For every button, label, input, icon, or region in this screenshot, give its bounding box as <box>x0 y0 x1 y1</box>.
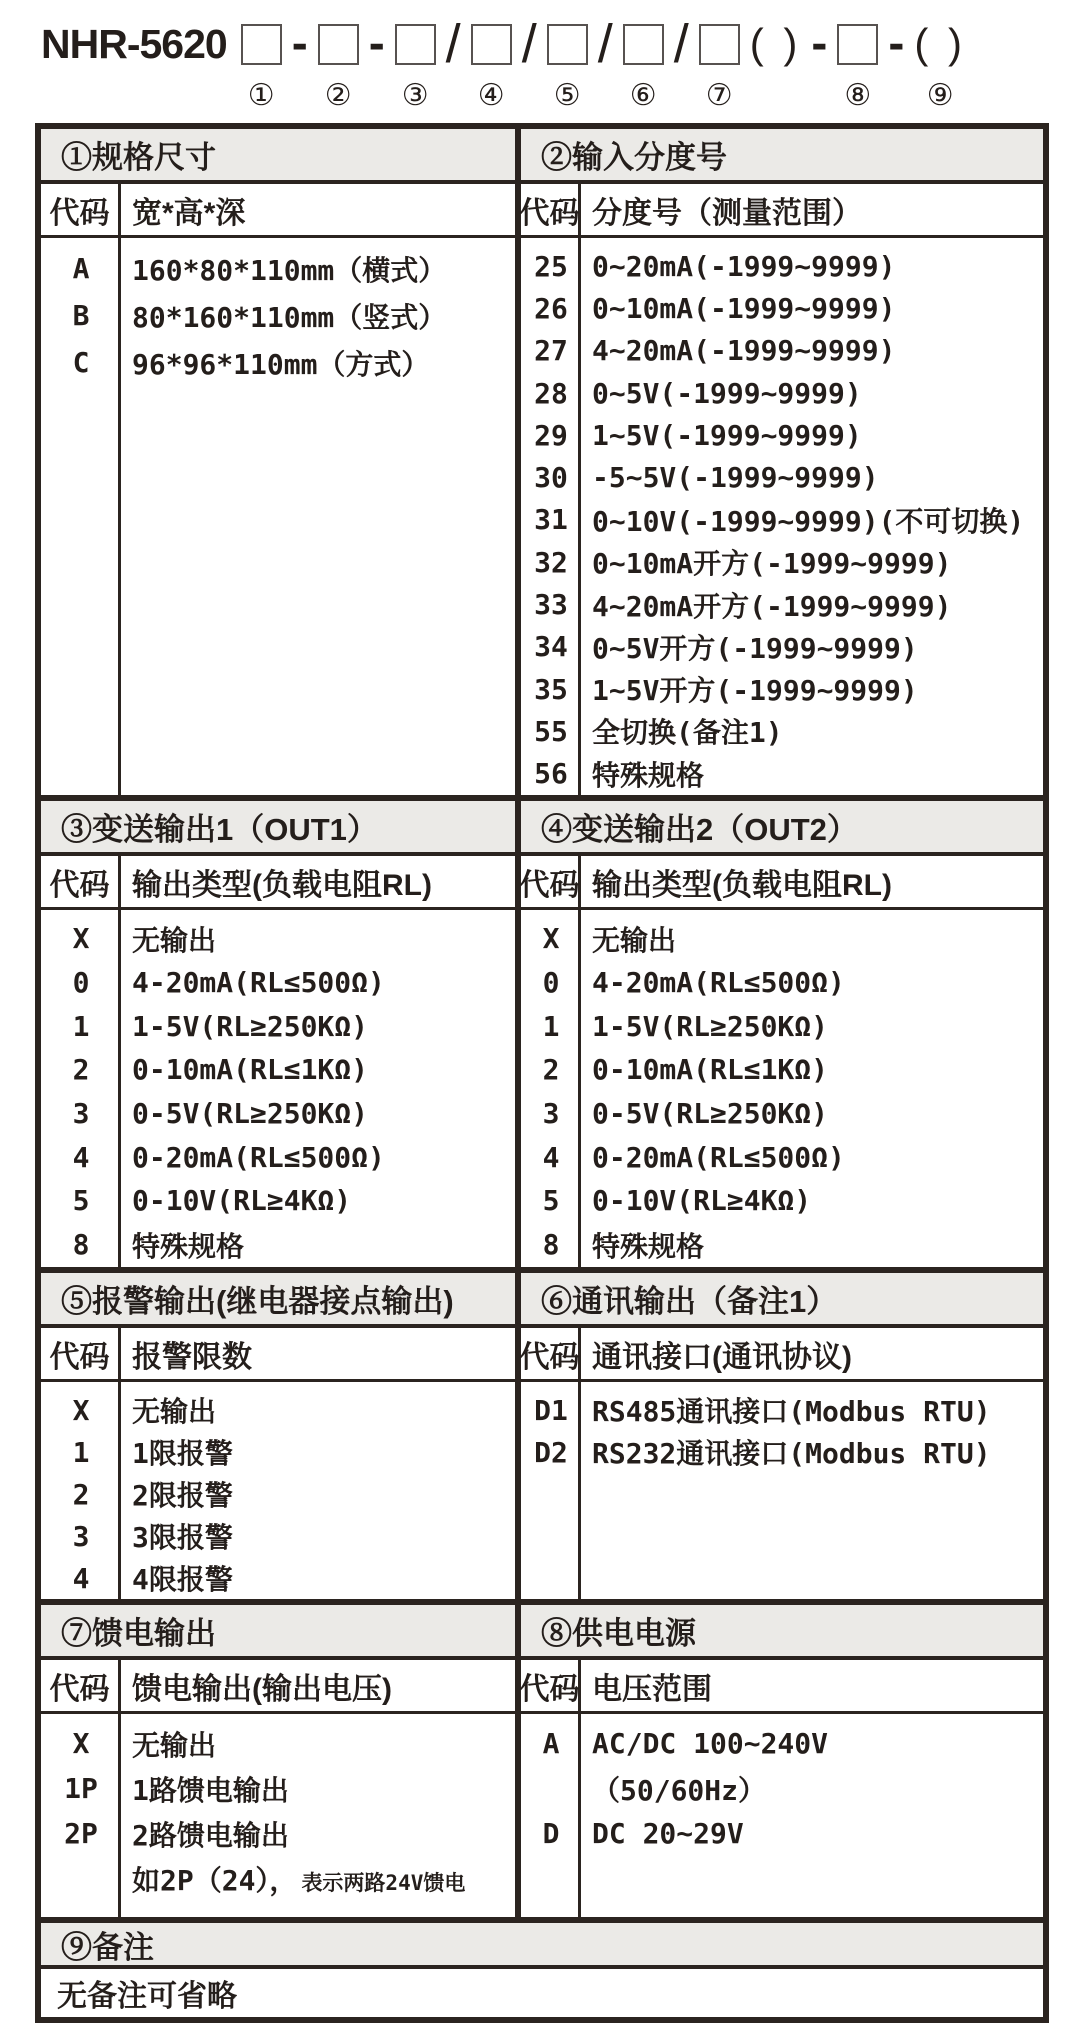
slash-separator: / <box>673 14 689 74</box>
table-row <box>521 753 1043 795</box>
row-desc: 0~10mA(-1999~9999) <box>592 291 896 325</box>
table-row <box>521 1135 1043 1179</box>
col-header-code: 代码 <box>521 856 581 907</box>
row-desc: 如2P（24）， 表示两路24V馈电 <box>132 1863 466 1897</box>
col-header-code: 代码 <box>41 1660 121 1711</box>
row-code: A <box>542 1727 560 1760</box>
table-row <box>521 1048 1043 1092</box>
col-header-code: 代码 <box>521 1660 581 1711</box>
section-4-header: ④变送输出2（OUT2） <box>521 801 1043 856</box>
row-code: C <box>72 346 90 379</box>
row-code: 32 <box>534 545 568 579</box>
row-code: 1 <box>542 1009 560 1043</box>
position-label: ⑦ <box>705 78 733 113</box>
row-code: 29 <box>534 418 568 452</box>
row-code: 1 <box>72 1009 90 1043</box>
table-row <box>41 1557 515 1599</box>
section-5-rows <box>41 1382 515 1599</box>
table-row <box>41 961 515 1005</box>
row-code: 25 <box>534 249 568 283</box>
table-row <box>521 668 1043 710</box>
section-8 <box>521 1605 1043 1917</box>
row-desc: 1限报警 <box>132 1437 233 1470</box>
row-desc: 4-20mA(RL≤500Ω) <box>592 966 845 1000</box>
segment-glyph <box>521 14 537 74</box>
column-headers <box>41 184 515 238</box>
segment-glyph <box>673 14 689 74</box>
section-2 <box>521 129 1043 795</box>
separator-segment <box>369 18 385 113</box>
row-code: 8 <box>72 1228 90 1262</box>
segment-glyph <box>318 18 359 70</box>
section-8-rows <box>521 1714 1043 1917</box>
table-row <box>521 414 1043 456</box>
row-code: 56 <box>534 757 568 791</box>
column-headers <box>521 1328 1043 1382</box>
code-segment <box>623 18 664 113</box>
table-row <box>521 1223 1043 1267</box>
table-row <box>41 1515 515 1557</box>
row-desc: 0~20mA(-1999~9999) <box>592 249 896 283</box>
section-2-header: ②输入分度号 <box>521 129 1043 184</box>
row-desc: 0~10mA开方(-1999~9999) <box>592 547 952 581</box>
row-desc: 0-20mA(RL≤500Ω) <box>132 1140 385 1174</box>
table-row <box>521 1179 1043 1223</box>
row-code: 30 <box>534 461 568 495</box>
section-band <box>41 1917 1043 2017</box>
table-row <box>41 1092 515 1136</box>
row-desc: 1~5V开方(-1999~9999) <box>592 674 918 708</box>
code-box <box>241 24 282 65</box>
table-row <box>521 1389 1043 1431</box>
separator-segment <box>888 18 904 113</box>
row-desc: 无输出 <box>132 1395 217 1428</box>
segment-glyph <box>914 18 966 70</box>
dash-separator: - <box>368 17 385 70</box>
separator-segment <box>521 14 537 113</box>
col-header-code: 代码 <box>521 184 581 235</box>
segment-glyph <box>471 18 512 70</box>
section-1-header: ①规格尺寸 <box>41 129 515 184</box>
row-code: 0 <box>542 966 560 1000</box>
row-code: 5 <box>542 1184 560 1218</box>
row-code: X <box>72 1727 90 1760</box>
row-code: 3 <box>72 1097 90 1131</box>
col-header-desc: 报警限数 <box>132 1340 252 1374</box>
table-row <box>41 1389 515 1431</box>
position-label: ④ <box>477 78 505 113</box>
table-row <box>41 917 515 961</box>
section-1 <box>41 129 521 795</box>
segment-glyph <box>445 14 461 74</box>
col-header-desc: 输出类型(负载电阻RL) <box>592 868 892 902</box>
table-row <box>521 1811 1043 1856</box>
table-row <box>521 710 1043 752</box>
row-code: 33 <box>534 588 568 622</box>
row-code: 3 <box>542 1097 560 1131</box>
separator-segment <box>914 18 966 113</box>
table-row <box>41 1473 515 1515</box>
row-desc: 80*160*110mm（竖式） <box>132 300 447 334</box>
table-row <box>41 245 515 292</box>
row-code: 3 <box>72 1519 90 1553</box>
row-code: 2 <box>72 1477 90 1511</box>
code-box <box>699 24 740 65</box>
code-segment <box>318 18 359 113</box>
code-box <box>623 24 664 65</box>
col-header-desc: 分度号（测量范围） <box>592 196 862 230</box>
separator-segment <box>292 18 308 113</box>
section-7-rows <box>41 1714 515 1917</box>
table-row <box>521 499 1043 541</box>
row-code: 2 <box>72 1053 90 1087</box>
segment-glyph <box>837 18 878 70</box>
row-desc: 无输出 <box>132 923 217 957</box>
row-desc: 1~5V(-1999~9999) <box>592 418 862 452</box>
table-row <box>521 372 1043 414</box>
row-code: 26 <box>534 291 568 325</box>
paren-group: ( ) <box>749 20 802 67</box>
model-number: NHR-5620 <box>41 20 227 67</box>
table-row <box>521 541 1043 583</box>
row-code: D <box>542 1817 560 1850</box>
section-band <box>41 1267 1043 1599</box>
row-desc: 0-10V(RL≥4KΩ) <box>132 1184 352 1218</box>
segment-glyph <box>292 18 308 70</box>
row-code: 8 <box>542 1228 560 1262</box>
segment-glyph <box>395 18 436 70</box>
section-6 <box>521 1273 1043 1599</box>
row-code: 0 <box>72 966 90 1000</box>
row-desc: 0-20mA(RL≤500Ω) <box>592 1140 845 1174</box>
segment-glyph <box>750 18 802 70</box>
row-code: 2P <box>64 1817 98 1850</box>
code-segment <box>699 18 740 113</box>
table-row <box>521 583 1043 625</box>
model-number-item <box>41 18 231 113</box>
table-row <box>41 292 515 339</box>
row-code: 1P <box>64 1772 98 1805</box>
position-label: ③ <box>401 78 429 113</box>
separator-segment <box>673 14 689 113</box>
row-desc: 2路馈电输出 <box>132 1818 289 1852</box>
row-desc: 0-5V(RL≥250KΩ) <box>132 1097 369 1131</box>
col-header-code: 代码 <box>41 184 121 235</box>
separator-segment <box>750 18 802 113</box>
row-desc: DC 20~29V <box>592 1817 744 1850</box>
dash-separator: - <box>811 17 828 70</box>
row-desc: 特殊规格 <box>132 1229 245 1263</box>
code-segment <box>395 18 436 113</box>
column-headers <box>41 856 515 910</box>
row-desc: AC/DC 100~240V <box>592 1727 829 1760</box>
column-headers <box>521 184 1043 238</box>
segment-glyph <box>597 14 613 74</box>
col-header-code: 代码 <box>521 1328 581 1379</box>
section-9-note: 无备注可省略 <box>57 1979 237 2014</box>
section-5 <box>41 1273 521 1599</box>
table-row <box>41 1135 515 1179</box>
section-3-header: ③变送输出1（OUT1） <box>41 801 515 856</box>
section-7-header: ⑦馈电输出 <box>41 1605 515 1660</box>
col-header-desc: 馈电输出(输出电压) <box>132 1672 392 1706</box>
table-row <box>521 456 1043 498</box>
section-8-header: ⑧供电电源 <box>521 1605 1043 1660</box>
position-label: ② <box>324 78 352 113</box>
row-code: 4 <box>72 1561 90 1595</box>
dash-separator: - <box>291 17 308 70</box>
row-desc: 0-10mA(RL≤1KΩ) <box>132 1053 369 1087</box>
row-desc: 4~20mA开方(-1999~9999) <box>592 589 952 623</box>
column-headers <box>41 1660 515 1714</box>
row-code: X <box>542 922 560 956</box>
position-label: ⑨ <box>926 78 954 113</box>
section-7 <box>41 1605 521 1917</box>
row-desc: 0-10V(RL≥4KΩ) <box>592 1184 812 1218</box>
separator-segment <box>445 14 461 113</box>
table-row <box>41 1223 515 1267</box>
segment-glyph <box>547 18 588 70</box>
table-row <box>521 1004 1043 1048</box>
row-code: 28 <box>534 376 568 410</box>
row-code: D2 <box>534 1435 568 1469</box>
row-desc: 160*80*110mm（横式） <box>132 253 447 287</box>
code-segment <box>241 18 282 113</box>
row-code: 55 <box>534 714 568 748</box>
row-desc: 96*96*110mm（方式） <box>132 347 430 381</box>
row-desc: 无输出 <box>592 923 677 957</box>
row-desc: 4-20mA(RL≤500Ω) <box>132 966 385 1000</box>
segment-glyph <box>369 18 385 70</box>
row-desc: 无输出 <box>132 1728 217 1762</box>
row-desc: 0-10mA(RL≤1KΩ) <box>592 1053 829 1087</box>
section-band <box>41 129 1043 795</box>
table-row <box>41 1856 515 1901</box>
col-header-code: 代码 <box>41 856 121 907</box>
table-row <box>41 1766 515 1811</box>
section-9-header: ⑨备注 <box>41 1923 1043 1969</box>
table-row <box>521 626 1043 668</box>
row-desc: 0~10V(-1999~9999)(不可切换) <box>592 504 1025 538</box>
separator-segment <box>597 14 613 113</box>
table-row <box>41 1811 515 1856</box>
segment-glyph <box>699 18 740 70</box>
section-4-rows <box>521 910 1043 1267</box>
section-6-header: ⑥通讯输出（备注1） <box>521 1273 1043 1328</box>
table-row <box>41 339 515 386</box>
ordering-code-table <box>35 123 1049 2023</box>
code-segment <box>471 18 512 113</box>
row-desc: 特殊规格 <box>592 1229 705 1263</box>
code-segment <box>837 18 878 113</box>
table-row <box>41 1431 515 1473</box>
segment-glyph <box>811 18 827 70</box>
table-row <box>521 245 1043 287</box>
table-row <box>521 330 1043 372</box>
row-code: X <box>72 922 90 956</box>
row-code: 4 <box>542 1140 560 1174</box>
col-header-desc: 电压范围 <box>592 1672 712 1706</box>
position-label: ① <box>247 78 275 113</box>
row-code: X <box>72 1393 90 1427</box>
row-desc: 全切换(备注1) <box>592 716 783 750</box>
row-desc: 0-5V(RL≥250KΩ) <box>592 1097 829 1131</box>
separator-segment <box>811 18 827 113</box>
table-row <box>521 1721 1043 1766</box>
position-label: ⑧ <box>844 78 872 113</box>
table-row <box>521 1766 1043 1811</box>
slash-separator: / <box>445 14 461 74</box>
section-1-rows <box>41 238 515 795</box>
col-header-code: 代码 <box>41 1328 121 1379</box>
table-row <box>41 1179 515 1223</box>
position-label: ⑥ <box>629 78 657 113</box>
row-code: 4 <box>72 1140 90 1174</box>
model-code-formula <box>36 14 971 113</box>
row-code: 1 <box>72 1435 90 1469</box>
segment-glyph <box>241 18 282 70</box>
code-box <box>395 24 436 65</box>
table-row <box>521 1092 1043 1136</box>
code-box <box>318 24 359 65</box>
section-2-rows <box>521 238 1043 795</box>
row-desc: 1-5V(RL≥250KΩ) <box>592 1009 829 1043</box>
table-row <box>521 1431 1043 1473</box>
row-desc: 0~5V(-1999~9999) <box>592 376 862 410</box>
section-band <box>41 795 1043 1267</box>
row-code: 34 <box>534 630 568 664</box>
table-row <box>521 961 1043 1005</box>
section-4 <box>521 801 1043 1267</box>
col-header-desc: 通讯接口(通讯协议) <box>592 1340 852 1374</box>
row-desc: 4~20mA(-1999~9999) <box>592 334 896 368</box>
row-note: 表示两路24V馈电 <box>301 1870 466 1895</box>
row-desc: 4限报警 <box>132 1563 233 1596</box>
row-code: A <box>72 252 90 285</box>
column-headers <box>521 1660 1043 1714</box>
row-code: D1 <box>534 1393 568 1427</box>
section-3 <box>41 801 521 1267</box>
row-desc: RS232通讯接口(Modbus RTU) <box>592 1437 991 1470</box>
table-row <box>521 917 1043 961</box>
row-code: 27 <box>534 334 568 368</box>
table-row <box>521 287 1043 329</box>
row-desc: 1路馈电输出 <box>132 1773 289 1807</box>
code-box <box>547 24 588 65</box>
slash-separator: / <box>597 14 613 74</box>
row-desc: 1-5V(RL≥250KΩ) <box>132 1009 369 1043</box>
position-label: ⑤ <box>553 78 581 113</box>
table-row <box>41 1004 515 1048</box>
row-desc: -5~5V(-1999~9999) <box>592 461 879 495</box>
code-segment <box>547 18 588 113</box>
row-code: 35 <box>534 672 568 706</box>
row-desc: 0~5V开方(-1999~9999) <box>592 631 918 665</box>
table-row <box>41 1721 515 1766</box>
column-headers <box>41 1328 515 1382</box>
paren-group: ( ) <box>914 20 967 67</box>
row-code: 5 <box>72 1184 90 1218</box>
slash-separator: / <box>521 14 537 74</box>
row-code: 2 <box>542 1053 560 1087</box>
row-desc: 特殊规格 <box>592 758 705 792</box>
segment-glyph <box>888 18 904 70</box>
row-desc: 2限报警 <box>132 1479 233 1512</box>
row-code: 31 <box>534 503 568 537</box>
col-header-desc: 输出类型(负载电阻RL) <box>132 868 432 902</box>
col-header-desc: 宽*高*深 <box>132 196 246 230</box>
segment-glyph <box>623 18 664 70</box>
section-5-header: ⑤报警输出(继电器接点输出) <box>41 1273 515 1328</box>
code-box <box>837 24 878 65</box>
section-6-rows <box>521 1382 1043 1599</box>
row-code: B <box>72 299 90 332</box>
dash-separator: - <box>888 17 905 70</box>
code-box <box>471 24 512 65</box>
row-desc: （50/60Hz） <box>592 1773 767 1807</box>
section-3-rows <box>41 910 515 1267</box>
row-desc: RS485通讯接口(Modbus RTU) <box>592 1395 991 1428</box>
column-headers <box>521 856 1043 910</box>
row-desc: 3限报警 <box>132 1521 233 1554</box>
table-row <box>41 1048 515 1092</box>
section-band <box>41 1599 1043 1917</box>
